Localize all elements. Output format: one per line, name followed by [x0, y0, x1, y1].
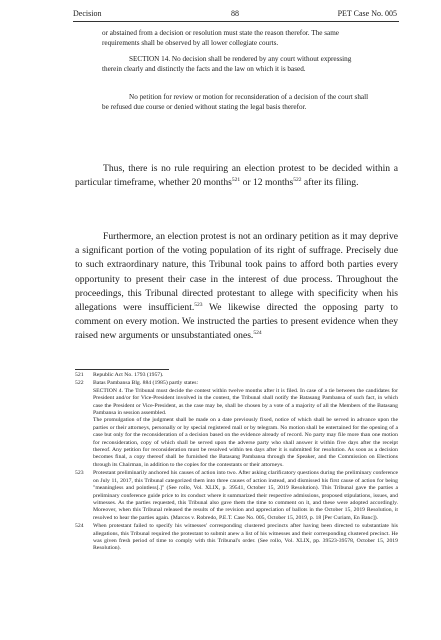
quote-paragraph: No petition for review or motion for reconsideration of a decision of the court shall be refused due course or denied without stating the legal basis therefor.	[102, 93, 369, 111]
block-quote-continuation	[102, 28, 370, 48]
quote-paragraph: or abstained from a decision or resolution must state the reason therefor. The same requirements shall be observed by all lower collegiate courts.	[102, 29, 339, 47]
text-run: Thus, there is no rule requiring an election protest to be decided within a particular timeframe, whether 20 months	[75, 163, 398, 189]
footnote-number: 522	[75, 380, 84, 387]
case-number: PET Case No. 005	[337, 9, 397, 18]
body-paragraph-2	[75, 230, 398, 344]
body-paragraph-1	[75, 162, 398, 190]
footnote-number: 523	[75, 470, 84, 477]
footnote-523	[75, 470, 398, 522]
footnote-522	[75, 380, 398, 469]
footnote-number: 524	[75, 523, 84, 530]
footnote-ref[interactable]: 524	[253, 330, 262, 337]
footnote-number: 521	[75, 372, 84, 378]
footnotes-section	[75, 372, 398, 554]
footnote-521	[75, 372, 398, 379]
text-run: after its filing.	[301, 177, 359, 189]
footnote-separator	[75, 369, 169, 370]
footnote-text: SECTION 4. The Tribunal must decide the contest within twelve months after it is filed. In case of a tie between the candidates for President and/or for Vice-President involved in the contest, the Tribunal shall notify the Batasang Pambansa of such fact, in which case the President or Vice-President, as the case may be, shall be chosen by a vote of a majority of all the Members of the Batasang Pambansa in session assembled.	[93, 387, 398, 417]
paragraph-text	[75, 162, 398, 190]
footnote-524	[75, 523, 398, 553]
page-number: 88	[231, 9, 239, 18]
text-run: Furthermore, an election protest is not an ordinary petition as it may deprive a significant portion of the voting population of its right of suffrage. Precisely due to such extraordinary nature, this Tribunal took pains to afford both parties every opportunity to present their case in the interest of due process. Throughout the proceedings, this Tribunal directed protestant to allege with specificity when his allegations were insufficient.	[75, 231, 398, 314]
footnote-text: Protestant preliminarily anchored his causes of action into two. After asking clarificatory questions during the preliminary conference on July 11, 2017, this Tribunal categorized them into three causes of action instead, and dismissed his first cause of action for being "meaningless and pointless[.]" (See rollo, Vol. XLIX, p. 39541, October 15, 2019 Resolution). This Tribunal gave the parties a preliminary conference guide price to its conduct where it summarized their respective admissions, proposed stipulations, issues, and witnesses. As the parties requested, this Tribunal also gave them the time to comment on it, and these were adopted accordingly. Moreover, when this Tribunal released the results of the revision and appreciation of ballots in the October 15, 2019 Resolution, it resolved to hear the parties again. (Marcos v. Robredo, P.E.T. Case No. 005, October 15, 2019, p. 18 [Per Curiam, En Banc]).	[93, 470, 398, 521]
footnote-text: Batas Pambansa Blg. 884 (1985) partly states:	[93, 380, 199, 387]
footnote-text: When protestant failed to specify his witnesses' corresponding clustered precincts after having been directed to substantiate his allegations, this Tribunal required the protestant to submit anew a list of his witnesses and their corresponding clustered precinct. He was given fresh period of time to comply with this Tribunal's order. (See rollo, Vol. XLIX, pp. 39523-39578, October 15, 2019 Resolution).	[93, 523, 398, 552]
footnote-ref[interactable]: 523	[194, 302, 203, 309]
footnote-text: The promulgation of the judgment shall be made on a date previously fixed, notice of which shall be served in advance upon the parties or their attorneys, personally or by special registered mail or by telegram. No motion shall be entertained for the opening of a case but only for the reconsideration of a decision based on the evidence already of record. No party may file more than one motion for reconsideration, copy of which shall be served upon the adverse party who shall answer it within five days after the receipt thereof. Any petition for reconsideration must be resolved within ten days after it is submitted for resolution. As soon as a decision becomes final, a copy thereof shall be furnished the Batasang Pambansa through the Speaker, and the Commission on Elections through its Chairman, in addition to the copies for the contestants or their attorneys.	[93, 417, 398, 468]
footnote-text: Republic Act No. 1793 (1957).	[93, 372, 164, 378]
block-quote-petition	[102, 92, 370, 112]
footnote-ref[interactable]: 521	[231, 177, 241, 184]
header-divider	[73, 21, 399, 22]
text-run: We likewise directed the opposing party to comment on every motion. We instructed the parties to present evidence when they raised new arguments or unsubstantiated ones.	[75, 302, 398, 342]
quote-paragraph: SECTION 14. No decision shall be rendered by any court without expressing therein clearly and distinctly the facts and the law on which it is based.	[102, 55, 352, 73]
paragraph-text	[75, 230, 398, 344]
header-document-type: Decision	[73, 9, 102, 18]
text-run: or 12 months	[240, 177, 294, 189]
footnote-ref[interactable]: 522	[293, 177, 302, 184]
block-quote-section-14	[102, 54, 370, 74]
